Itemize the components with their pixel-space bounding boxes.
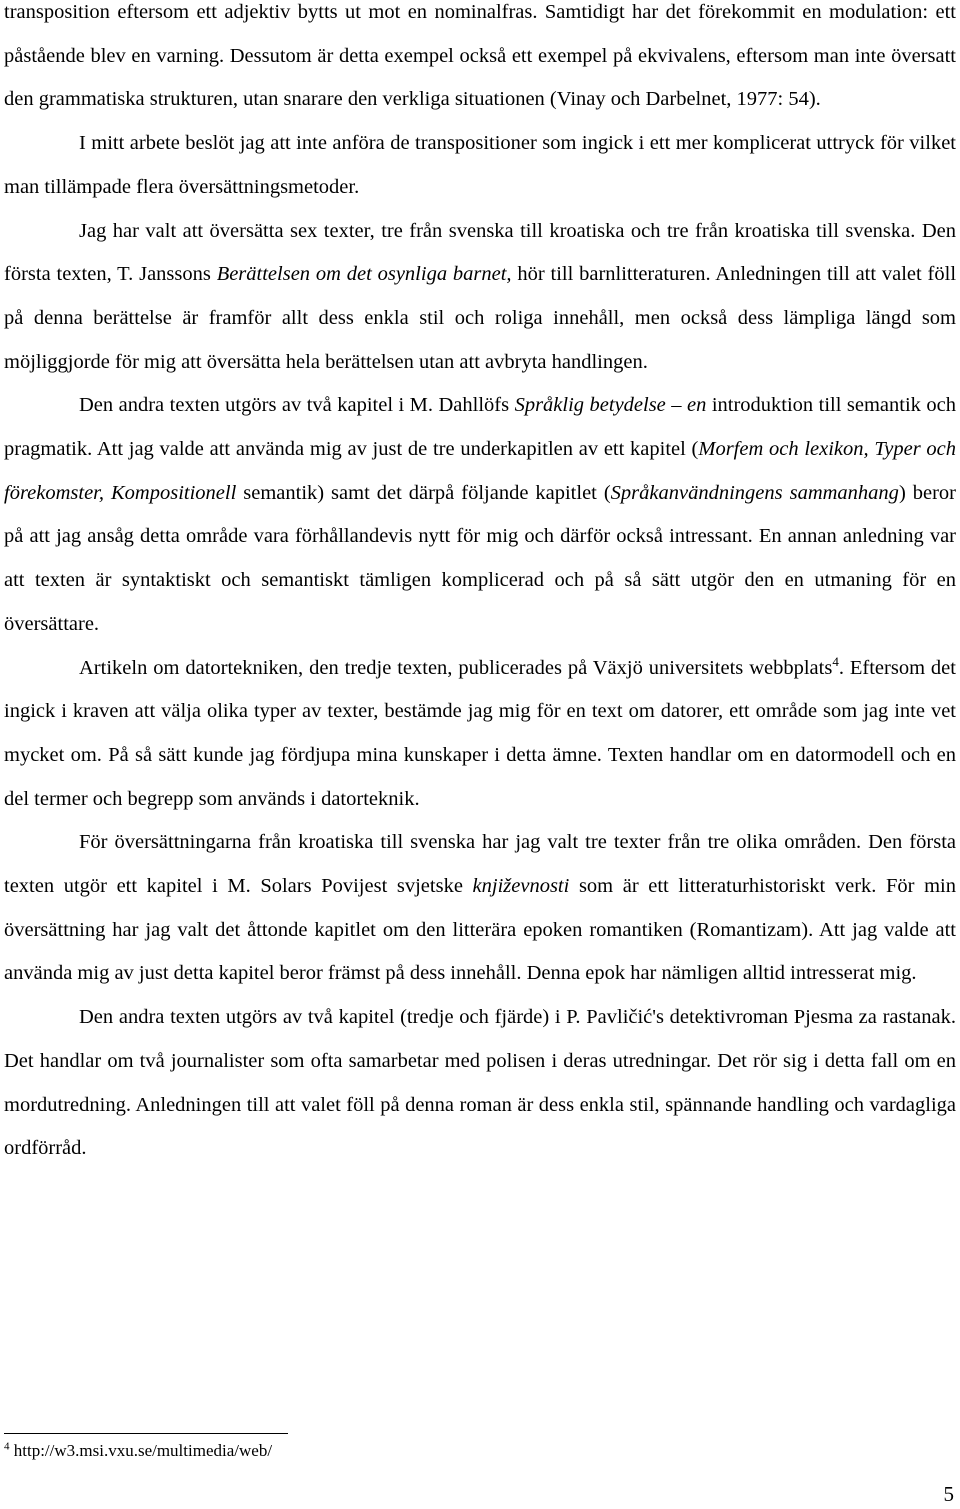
paragraph	[4, 210, 956, 385]
text-run: . Eftersom det ingick i kraven att välja olika typer av texter, bestämde jag mig för en text om datorer, ett område som jag inte vet mycket om. På så sätt kunde jag fördjupa mina kunskaper i detta ämne. Texten handlar om en datormodell och en del termer och begrepp som används i datorteknik.	[4, 656, 956, 810]
text-run: som är ett litteraturhistoriskt verk. För min översättning har jag valt det åttonde kapitlet om den litterära epoken romantiken (Romantizam). Att jag valde att använda mig av just detta kapitel beror främst på dess innehåll. Denna epok har nämligen alltid intresserat mig.	[4, 875, 956, 985]
footnote-link[interactable]: http://w3.msi.vxu.se/multimedia/web/	[13, 1441, 273, 1460]
paragraph	[4, 384, 956, 646]
text-run: För översättningarna från kroatiska till svenska har jag valt tre texter från tre olika områden. Den första texten utgör ett kapitel i M. Solars Povijest svjetske	[4, 831, 956, 898]
footnote-reference: 4	[832, 653, 839, 669]
body-text	[4, 0, 956, 1171]
footnote-marker: 4	[4, 1440, 10, 1453]
text-run: semantik) samt det därpå följande kapitlet (	[236, 481, 611, 504]
footnote-separator	[4, 1433, 288, 1434]
text-run: transposition eftersom ett adjektiv bytts ut mot en nominalfras. Samtidigt har det förekommit en modulation: ett påstående blev en varning. Dessutom är detta exempel också ett exempel på ekvivalens, eftersom man inte översatt den grammatiska strukturen, utan snarare den verkliga situationen (Vinay och Darbelnet, 1977: 54).	[4, 1, 956, 111]
italic-title: Berättelsen om det osynliga barnet,	[216, 263, 512, 286]
document-page	[4, 0, 956, 1509]
page-number: 5	[943, 1482, 954, 1506]
text-run: Artikeln om datortekniken, den tredje texten, publicerades på Växjö universitets webbplats	[79, 656, 833, 679]
text-run: introduktion till semantik och pragmatik. Att jag valde att använda mig av just de tre underkapitlen av ett kapitel (	[4, 394, 956, 461]
italic-title: Morfem och lexikon, Typer och förekomster, Kompositionell	[4, 438, 956, 504]
paragraph	[4, 996, 956, 1171]
paragraph	[4, 0, 956, 122]
text-run: ) beror på att jag ansåg detta område vara förhållandevis nytt för mig och därför också intressant. En annan anledning var att texten är syntaktiskt och semantiskt tämligen komplicerad och på så sätt utgör den en utmaning för en översättare.	[4, 481, 956, 635]
text-run: Den andra texten utgörs av två kapitel i M. Dahllöfs	[79, 394, 515, 417]
paragraph	[4, 821, 956, 996]
text-run: I mitt arbete beslöt jag att inte anföra de transpositioner som ingick i ett mer komplicerat uttryck för vilket man tillämpade flera översättningsmetoder.	[4, 132, 956, 198]
paragraph	[4, 647, 956, 822]
text-run: Jag har valt att översätta sex texter, tre från svenska till kroatiska och tre från kroatiska till svenska. Den första texten, T. Janssons	[4, 219, 956, 286]
italic-title: Språkanvändningens sammanhang	[610, 481, 899, 504]
italic-title: Språklig betydelse – en	[514, 394, 707, 417]
italic-title: književnosti	[472, 875, 570, 898]
footnote	[4, 1439, 272, 1463]
paragraph	[4, 122, 956, 209]
text-run: hör till barnlitteraturen. Anledningen till att valet föll på denna berättelse är framför allt dess enkla stil och roliga innehåll, men också dess lämpliga längd som möjliggjorde för mig att översätta hela berättelsen utan att avbryta handlingen.	[4, 263, 957, 373]
text-run: Den andra texten utgörs av två kapitel (tredje och fjärde) i P. Pavličić's detektivroman Pjesma za rastanak. Det handlar om två journalister som ofta samarbetar med polisen i deras utredningar. Det rör sig i detta fall om en mordutredning. Anledningen till att valet föll på denna roman är dess enkla stil, spännande handling och vardagliga ordförråd.	[4, 1006, 956, 1160]
